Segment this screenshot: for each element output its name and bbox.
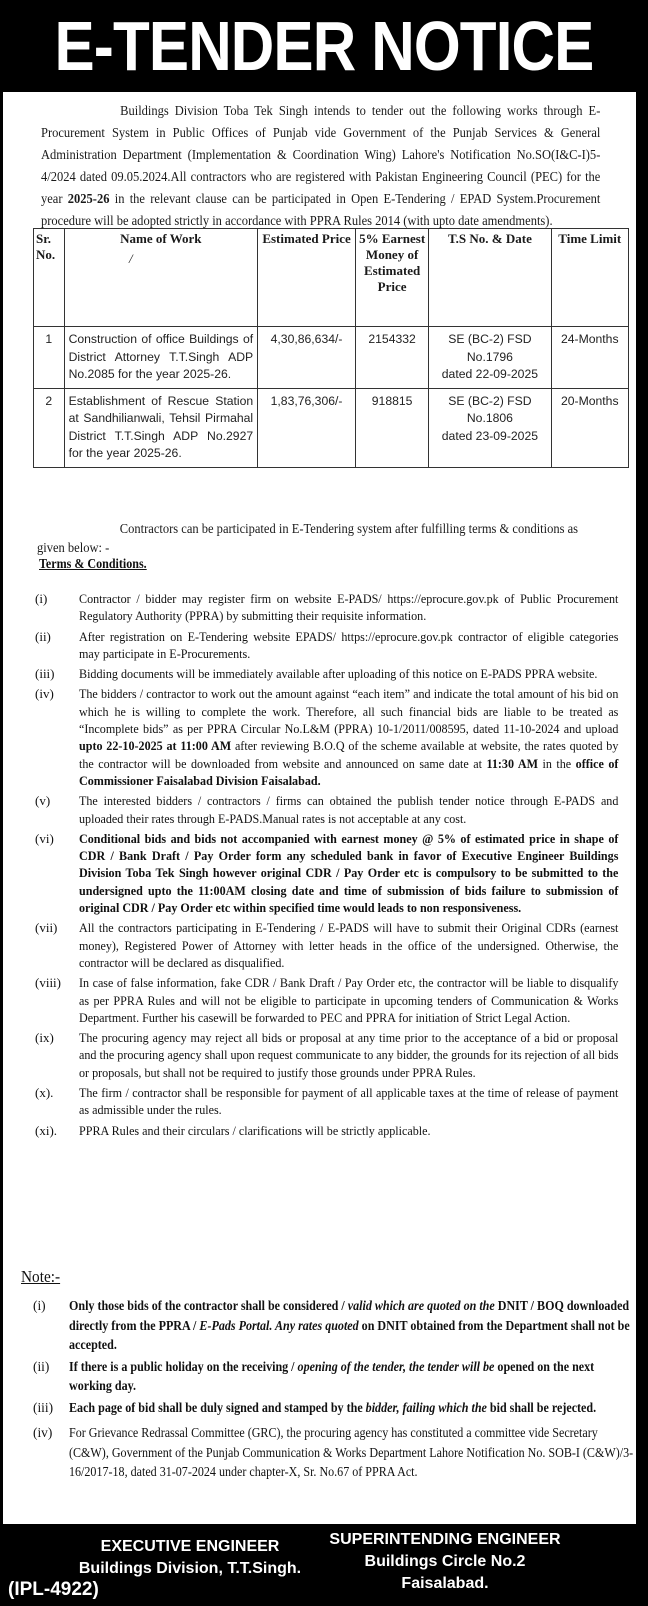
note-item bbox=[27, 1357, 627, 1396]
term-number: (x). bbox=[35, 1085, 54, 1101]
cell-ts bbox=[429, 388, 551, 467]
intro-text: Buildings Division Toba Tek Singh intends to tender out the following works through E-Procurement System in Public Offices of Punjab vide Government of the Punjab Services & General Administration Department (Implementation & Coordination Wing) Lahore's Notification No.SO(I&C-I)5-4/2024 dated 09.05.2024.All contractors who are registered with Pakistan Engineering Council (PEC) for the year bbox=[41, 103, 601, 206]
term-text-part: after reviewing B.O.Q of the scheme available at website, the rates quoted by the contractor will be downloaded from website and announced on same date at bbox=[79, 738, 619, 771]
terms-heading: Terms & Conditions. bbox=[39, 556, 147, 571]
table-row bbox=[34, 327, 629, 389]
executive-engineer-signature bbox=[60, 1536, 320, 1580]
col-earnest-money: 5% Earnest Money of Estimated Price bbox=[355, 229, 428, 327]
term-item bbox=[27, 792, 627, 827]
eligibility-text: Contractors can be participated in E-Tendering system after fulfilling terms & conditions as given below: - bbox=[37, 521, 579, 555]
term-number: (i) bbox=[35, 591, 48, 606]
col-estimated-price: Estimated Price bbox=[258, 229, 356, 327]
pen-mark: / bbox=[129, 251, 133, 266]
note-number: (iv) bbox=[33, 1425, 53, 1440]
intro-paragraph bbox=[41, 100, 600, 232]
signatory-title: EXECUTIVE ENGINEER bbox=[100, 1538, 280, 1555]
term-number: (vi) bbox=[35, 830, 54, 846]
term-item bbox=[27, 830, 627, 916]
eligibility-paragraph bbox=[37, 519, 589, 557]
note-text-part: If there is a public holiday on the receiving / bbox=[69, 1358, 298, 1374]
col-time-limit: Time Limit bbox=[551, 229, 628, 327]
col-name-of-work bbox=[64, 229, 258, 327]
term-text: All the contractors participating in E-Tendering / E-PADS will have to submit their Original CDRs (earnest money), Registered Power of Attorney with letter heads in the office of the undersigned. Otherwise, the contractor will be declared as disqualified. bbox=[79, 920, 619, 970]
works-table bbox=[33, 228, 629, 468]
ts-number: No.1806 bbox=[466, 411, 513, 425]
term-item bbox=[27, 628, 627, 663]
term-number: (xi). bbox=[35, 1122, 58, 1138]
term-number: (iii) bbox=[35, 666, 55, 682]
term-text-part: The bidders / contractor to work out the amount against “each item” and indicate the total amount of his bid on which he is willing to complete the work. Therefore, all such financial bids are liable to be treated as “Incomplete bids” as per PPRA Circular No.L&M (PPRA) 10-1/2011/008595, dated 11-10-2024 and upload bbox=[79, 686, 619, 737]
col-ts-no-date: T.S No. & Date bbox=[429, 229, 551, 327]
cell-time: 24-Months bbox=[551, 327, 628, 389]
signatory-office: Buildings Division, T.T.Singh. bbox=[78, 1560, 302, 1577]
term-text: Contractor / bidder may register firm on website E-PADS/ https://eprocure.gov.pk of Public Procurement Regulatory Authority (PPRA) by submitting their requisite information. bbox=[79, 591, 619, 624]
signatory-title: SUPERINTENDING ENGINEER bbox=[329, 1531, 561, 1548]
cell-time: 20-Months bbox=[551, 388, 628, 467]
notice-body bbox=[3, 92, 636, 1524]
notes-list bbox=[27, 1296, 634, 1484]
cell-earnest: 918815 bbox=[355, 388, 428, 467]
notice-header bbox=[0, 0, 648, 92]
note-text-part: bid shall be rejected. bbox=[486, 1399, 597, 1415]
cell-price: 1,83,76,306/- bbox=[258, 388, 356, 467]
term-item bbox=[27, 1084, 627, 1119]
note-text-part: E-Pads Portal. Any rates quoted bbox=[199, 1317, 359, 1333]
term-item bbox=[27, 685, 627, 789]
note-text bbox=[69, 1398, 636, 1418]
signatory-city: Faisalabad. bbox=[401, 1575, 489, 1592]
ts-date: dated 22-09-2025 bbox=[441, 367, 539, 381]
cell-sr: 1 bbox=[34, 327, 65, 389]
term-item bbox=[27, 1122, 627, 1139]
opening-time: 11:30 AM bbox=[486, 755, 538, 771]
term-text: Bidding documents will be immediately available after uploading of this notice on E-PADS PPRA website. bbox=[79, 666, 598, 682]
superintending-engineer-signature bbox=[315, 1529, 575, 1595]
ts-number: No.1796 bbox=[466, 349, 513, 364]
note-number: (i) bbox=[33, 1298, 46, 1313]
note-text-part: DNIT / BOQ downloaded directly from the PPRA / bbox=[69, 1298, 630, 1333]
note-item bbox=[27, 1296, 630, 1355]
term-number: (vii) bbox=[35, 920, 58, 936]
note-text-part: opening of the tender, the tender will be bbox=[297, 1358, 495, 1374]
note-text-part: Each page of bid shall be duly signed and stamped by the bbox=[69, 1399, 366, 1415]
table-row bbox=[34, 388, 629, 467]
term-text: The procuring agency may reject all bids or proposal at any time prior to the acceptance of a bid or proposal and the procuring agency shall upon request communicate to any bidder, the grounds for its rejection of all bids or proposals, but shall not be required to justify those grounds under PPRA Rules. bbox=[79, 1030, 619, 1080]
term-text: After registration on E-Tendering website EPADS/ https://eprocure.gov.pk contractor of eligible categories may participate in E-Procurements. bbox=[79, 628, 619, 661]
note-number: (iii) bbox=[33, 1399, 54, 1415]
ts-authority: SE (BC-2) FSD bbox=[448, 332, 532, 346]
term-text: The firm / contractor shall be responsible for payment of all applicable taxes at the time of release of payment as admissible under the rules. bbox=[79, 1085, 619, 1118]
note-item bbox=[27, 1398, 627, 1418]
note-text-part: on DNIT obtained from the Department shall not be accepted. bbox=[69, 1317, 630, 1352]
col-sr: Sr. No. bbox=[34, 229, 65, 327]
terms-list bbox=[27, 590, 627, 1142]
term-text: In case of false information, fake CDR / Bank Draft / Pay Order etc, the contractor will be liable to disqualify as per PPRA Rules and will not be eligible to participate in upcoming tenders of Communication & Works Department. Further his casewill be forwarded to PEC and PPRA for initiation of Strict Legal Action. bbox=[79, 975, 619, 1025]
term-number: (viii) bbox=[35, 975, 61, 991]
cell-name: Establishment of Rescue Station at Sandhilianwali, Tehsil Pirmahal District T.T.Singh ADP No.2927 for the year 2025-26. bbox=[64, 388, 258, 467]
term-number: (ix) bbox=[35, 1030, 54, 1046]
note-item bbox=[27, 1423, 634, 1482]
ts-authority: SE (BC-2) FSD bbox=[448, 393, 532, 408]
note-text bbox=[69, 1357, 636, 1396]
notice-title: E-TENDER NOTICE bbox=[54, 7, 594, 85]
note-text-part: Only those bids of the contractor shall be considered / bbox=[69, 1298, 348, 1313]
term-number: (v) bbox=[35, 793, 51, 809]
signatory-office: Buildings Circle No.2 bbox=[364, 1553, 526, 1570]
cell-name: Construction of office Buildings of District Attorney T.T.Singh ADP No.2085 for the year 2025-26. bbox=[64, 327, 258, 389]
note-number: (ii) bbox=[33, 1358, 50, 1374]
term-text: PPRA Rules and their circulars / clarifications will be strictly applicable. bbox=[79, 1122, 431, 1138]
intro-year: 2025-26 bbox=[67, 191, 110, 206]
cell-earnest: 2154332 bbox=[355, 327, 428, 389]
ts-date: dated 23-09-2025 bbox=[441, 428, 539, 443]
note-text bbox=[69, 1296, 636, 1355]
note-text: For Grievance Redrassal Committee (GRC), the procuring agency has constituted a committee vide Secretary (C&W), Government of the Punjab Communication & Works Department Lahore Notification No. SOB-I (C&W)/3-16/2017-18, dated 31-07-2024 under chapter-X, Sr. No.67 of PPRA Act. bbox=[69, 1425, 634, 1479]
term-number: (ii) bbox=[35, 628, 51, 644]
cell-price: 4,30,86,634/- bbox=[258, 327, 356, 389]
note-text-part: valid which are quoted on the bbox=[347, 1298, 495, 1313]
term-item bbox=[27, 919, 627, 971]
term-number: (iv) bbox=[35, 686, 54, 702]
col-name-label: Name of Work bbox=[120, 231, 202, 246]
note-text-part: opened on the next working day. bbox=[69, 1358, 595, 1393]
ipl-reference: (IPL-4922) bbox=[8, 1579, 99, 1600]
term-text-part: in the bbox=[537, 755, 576, 771]
term-text bbox=[79, 685, 618, 789]
term-text: Conditional bids and bids not accompanied with earnest money @ 5% of estimated price in shape of CDR / Bank Draft / Pay Order form any scheduled bank in favor of Executive Engineer Buildings Division Toba Tek Singh however original CDR / Pay Order etc is compulsory to be submitted to the undersigned upto the 11:00AM closing date and time of submission of bids failure to submission of original CDR / Pay Order etc within specified time would leads to non responsiveness. bbox=[79, 830, 619, 916]
intro-text-tail: in the relevant clause can be participated in Open E-Tendering / EPAD System.Procurement procedure will be adopted strictly in accordance with PPRA Rules 2014 (with upto date amendments). bbox=[41, 191, 601, 228]
note-text-part: bidder, failing which the bbox=[365, 1399, 487, 1415]
term-item bbox=[27, 1029, 627, 1081]
term-item bbox=[27, 974, 627, 1026]
note-heading: Note:- bbox=[21, 1267, 61, 1286]
upload-deadline: upto 22-10-2025 at 11:00 AM bbox=[79, 738, 232, 754]
table-header-row bbox=[34, 229, 629, 327]
opening-venue: office of Commissioner Faisalabad Division Faisalabad. bbox=[79, 755, 619, 788]
signature-footer bbox=[0, 1524, 648, 1606]
cell-ts bbox=[429, 327, 551, 389]
term-item bbox=[27, 665, 627, 682]
cell-sr: 2 bbox=[34, 388, 65, 467]
term-item bbox=[27, 590, 627, 625]
term-text: The interested bidders / contractors / firms can obtained the publish tender notice through E-PADS and uploaded their rates through E-PADS.Manual rates is not acceptable at any cost. bbox=[79, 793, 619, 826]
